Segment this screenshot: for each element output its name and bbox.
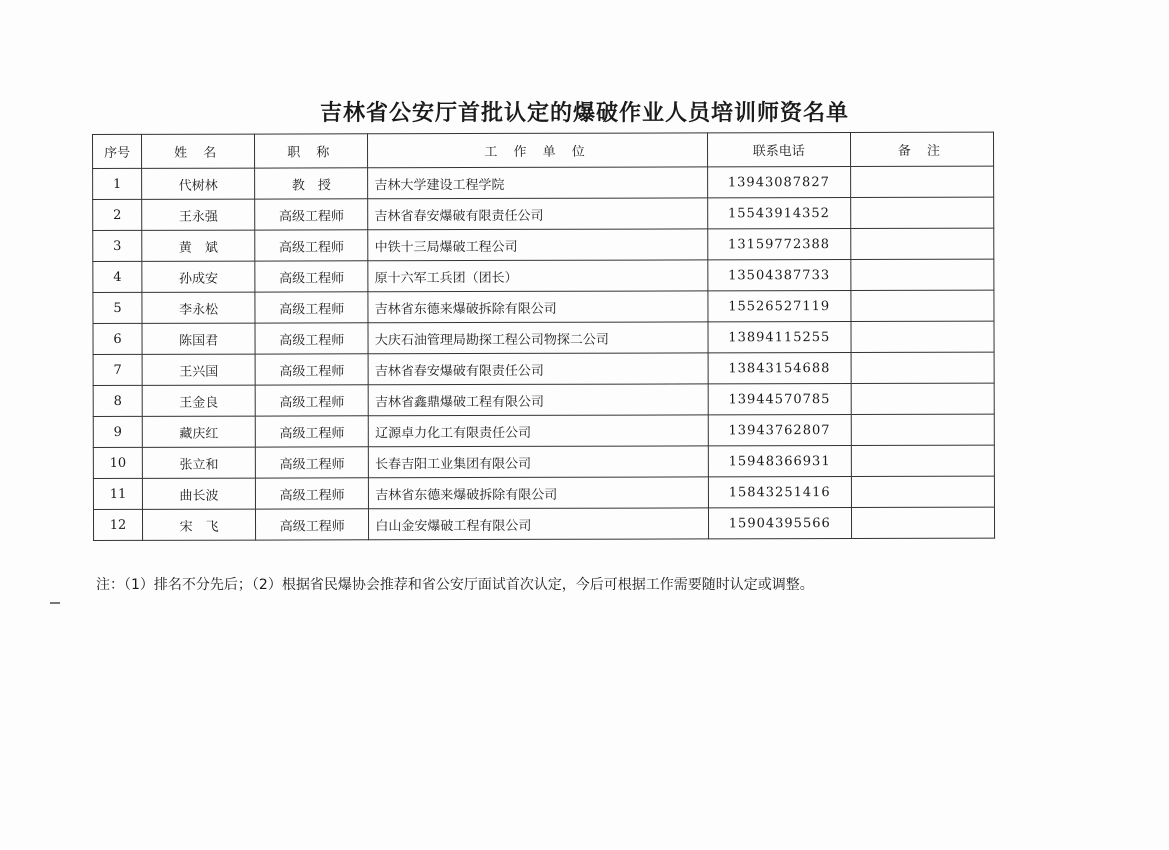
cell-seq: 1 [93,168,142,199]
header-note: 备 注 [850,132,993,166]
cell-note [851,383,994,414]
header-phone: 联系电话 [707,133,850,167]
cell-phone: 15543914352 [707,198,850,229]
cell-seq: 12 [93,509,142,540]
cell-unit: 辽源卓力化工有限责任公司 [369,415,708,447]
cell-seq: 10 [93,447,142,478]
table-row [93,228,994,261]
cell-title: 高级工程师 [256,478,369,509]
cell-name: 曲长波 [142,478,255,509]
cell-title: 高级工程师 [255,199,368,230]
cell-title: 高级工程师 [255,261,368,292]
table-body [93,166,995,540]
cell-unit: 吉林省东德来爆破拆除有限公司 [368,291,707,323]
table-row [93,383,994,416]
table-row [93,476,994,509]
cell-note [851,507,994,538]
cell-unit: 吉林省春安爆破有限责任公司 [368,198,707,230]
cell-unit: 大庆石油管理局勘探工程公司物探二公司 [368,322,707,354]
footnote: 注：（1）排名不分先后；（2）根据省民爆协会推荐和省公安厅面试首次认定，今后可根据工作需要随时认定或调整。 [96,577,814,593]
table-row [93,321,994,354]
cell-title: 高级工程师 [255,447,368,478]
cell-seq: 11 [93,478,142,509]
cell-phone: 13894115255 [708,322,851,353]
cell-title: 高级工程师 [255,416,368,447]
cell-name: 黄 斌 [142,230,255,261]
cell-phone: 13843154688 [708,353,851,384]
cell-phone: 13943762807 [708,415,851,446]
table-row [93,259,994,292]
cell-note [851,228,994,259]
cell-seq: 5 [93,292,142,323]
header-name: 姓 名 [142,134,255,168]
cell-unit: 吉林省东德来爆破拆除有限公司 [369,477,708,509]
cell-name: 王金良 [142,385,255,416]
cell-title: 高级工程师 [255,292,368,323]
cell-note [851,445,994,476]
cell-unit: 吉林大学建设工程学院 [368,167,707,199]
header-title: 职 称 [255,134,368,168]
cell-unit: 中铁十三局爆破工程公司 [368,229,707,261]
cell-phone: 15843251416 [708,477,851,508]
cell-note [850,197,993,228]
cell-title: 高级工程师 [255,323,368,354]
cell-seq: 6 [93,323,142,354]
table-row [93,290,994,323]
cell-name: 陈国君 [142,323,255,354]
cell-seq: 4 [93,261,142,292]
table-row [93,166,994,199]
cell-name: 孙成安 [142,261,255,292]
cell-name: 代树林 [142,168,255,199]
cell-phone: 13944570785 [708,384,851,415]
scan-speck [50,602,60,604]
cell-name: 李永松 [142,292,255,323]
cell-seq: 9 [93,416,142,447]
table-header-row [93,132,994,168]
cell-title: 高级工程师 [256,509,369,540]
cell-title: 高级工程师 [255,230,368,261]
cell-note [850,166,993,197]
cell-phone: 15948366931 [708,446,851,477]
cell-name: 王永强 [142,199,255,230]
cell-name: 宋 飞 [143,509,256,540]
cell-seq: 2 [93,199,142,230]
cell-phone: 13159772388 [707,229,850,260]
table-row [93,507,994,540]
cell-name: 藏庆红 [142,416,255,447]
cell-note [851,259,994,290]
cell-note [851,414,994,445]
cell-phone: 13504387733 [708,260,851,291]
cell-note [851,290,994,321]
cell-phone: 15904395566 [708,508,851,539]
cell-phone: 15526527119 [708,291,851,322]
table-row [93,445,994,478]
cell-title: 教 授 [255,168,368,199]
cell-unit: 吉林省春安爆破有限责任公司 [368,353,707,385]
document-title: 吉林省公安厅首批认定的爆破作业人员培训师资名单 [319,101,849,126]
header-seq: 序号 [93,134,142,168]
cell-phone: 13943087827 [707,167,850,198]
header-unit: 工 作 单 位 [368,133,707,168]
cell-unit: 长春吉阳工业集团有限公司 [369,446,708,478]
cell-name: 王兴国 [142,354,255,385]
table-row [93,197,994,230]
cell-name: 张立和 [142,447,255,478]
cell-title: 高级工程师 [255,385,368,416]
cell-seq: 3 [93,230,142,261]
cell-note [851,476,994,507]
table-row [93,414,994,447]
cell-seq: 8 [93,385,142,416]
cell-seq: 7 [93,354,142,385]
trainer-roster-table [92,132,995,541]
cell-unit: 原十六军工兵团（团长） [368,260,707,292]
cell-note [851,352,994,383]
cell-title: 高级工程师 [255,354,368,385]
cell-note [851,321,994,352]
cell-unit: 白山金安爆破工程有限公司 [369,508,708,540]
cell-unit: 吉林省鑫鼎爆破工程有限公司 [368,384,707,416]
table-row [93,352,994,385]
